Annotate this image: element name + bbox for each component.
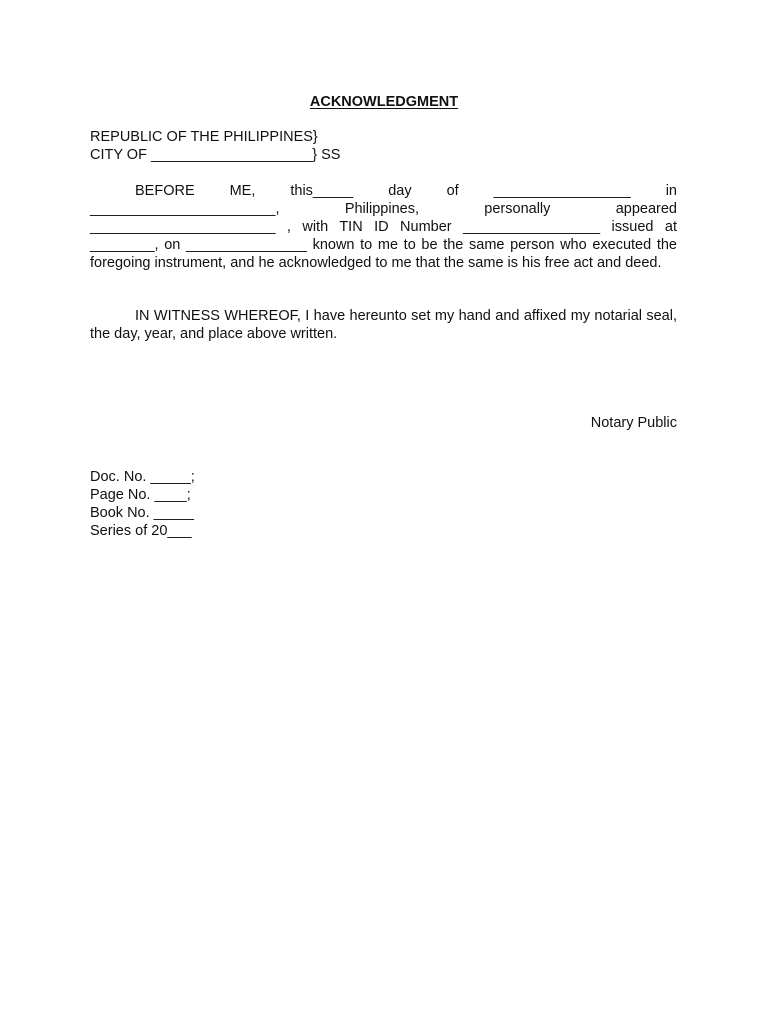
venue-country-line: REPUBLIC OF THE PHILIPPINES}	[90, 129, 318, 145]
doc-number-line: Doc. No. _____;	[90, 469, 195, 485]
series-line: Series of 20___	[90, 523, 192, 539]
document-title: ACKNOWLEDGMENT	[309, 94, 459, 110]
page-number-line: Page No. ____;	[90, 487, 191, 503]
book-number-line: Book No. _____	[90, 505, 194, 521]
notary-signatory: Notary Public	[590, 415, 677, 431]
witness-paragraph: IN WITNESS WHEREOF, I have hereunto set my hand and affixed my notarial seal, the day, year, and place above written.	[90, 308, 677, 342]
venue-city-line: CITY OF ____________________} SS	[90, 147, 341, 163]
acknowledgment-paragraph: BEFORE ME, this_____ day of _________________ in _______________________, Philippines, personally appeared _______________________ , with TIN ID Number _________________ issued at ________, on _______________ known to me to be the same person who executed the foregoing instrument, and he acknowledged to me that the same is his free act and deed.	[90, 183, 677, 271]
notarial-docket	[90, 468, 677, 540]
venue-caption	[90, 128, 677, 164]
